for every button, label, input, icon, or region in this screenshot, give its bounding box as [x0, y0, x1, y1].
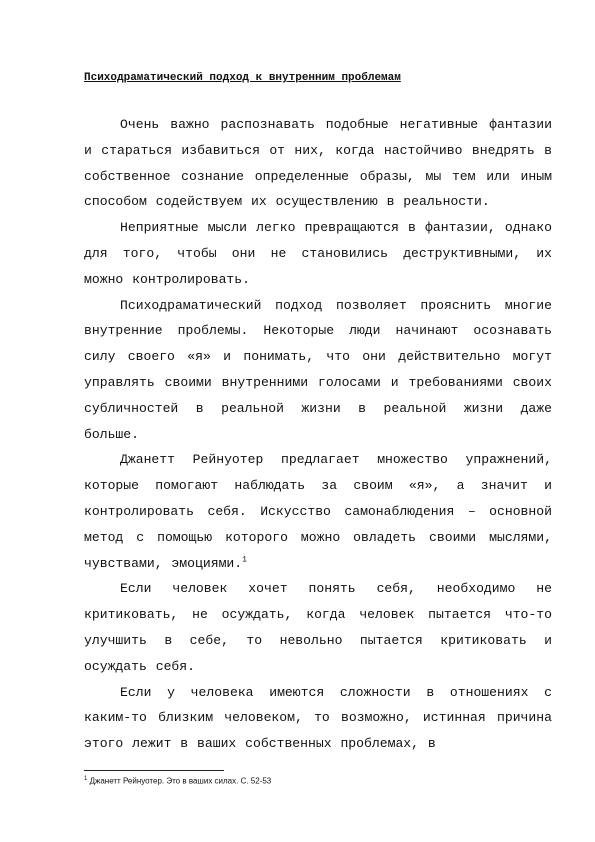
body-text	[84, 112, 552, 757]
paragraph-6	[84, 680, 552, 757]
paragraph-6-text: Если у человека имеются сложности в отношениях с каким-то близким человеком, то возможно, истинная причина этого лежит в ваших собственных проблемах, в	[84, 684, 552, 752]
paragraph-2	[84, 215, 552, 292]
paragraph-1-text: Очень важно распознавать подобные негативные фантазии и стараться избавиться от них, когда настойчиво внедрять в собственное сознание определенные образы, мы тем или иным способом содействуем их осуществлению в реальности.	[84, 117, 552, 210]
footnote-marker: 1	[84, 776, 88, 782]
paragraph-2-text: Неприятные мысли легко превращаются в фантазии, однако для того, чтобы они не становились деструктивными, их можно контролировать.	[84, 220, 552, 287]
paragraph-3	[84, 293, 552, 448]
footnote-separator	[84, 770, 224, 771]
paragraph-1	[84, 112, 552, 215]
footnote	[84, 774, 552, 787]
paragraph-5	[84, 576, 552, 679]
footnote-reference[interactable]: 1	[242, 555, 247, 565]
footnote-text: Джанетт Рейнуотер. Это в ваших силах. С. 52-53	[87, 776, 272, 786]
paragraph-4-text: Джанетт Рейнуотер предлагает множество упражнений, которые помогают наблюдать за своим «я», а значит и контролировать себя. Искусство самонаблюдения – основной метод с помощью которого можно овладеть своими мыслями, чувствами, эмоциями.	[84, 452, 552, 571]
paragraph-4	[84, 447, 552, 576]
section-heading: Психодраматический подход к внутренним проблемам	[84, 72, 401, 84]
paragraph-5-text: Если человек хочет понять себя, необходимо не критиковать, не осуждать, когда человек пытается что-то улучшить в себе, то невольно пытается критиковать и осуждать себя.	[84, 581, 552, 674]
paragraph-3-text: Психодраматический подход позволяет прояснить многие внутренние проблемы. Некоторые люди начинают осознавать силу своего «я» и понимать, что они действительно могут управлять своими внутренними голосами и требованиями своих субличностей в реальной жизни в реальной жизни даже больше.	[84, 297, 552, 442]
